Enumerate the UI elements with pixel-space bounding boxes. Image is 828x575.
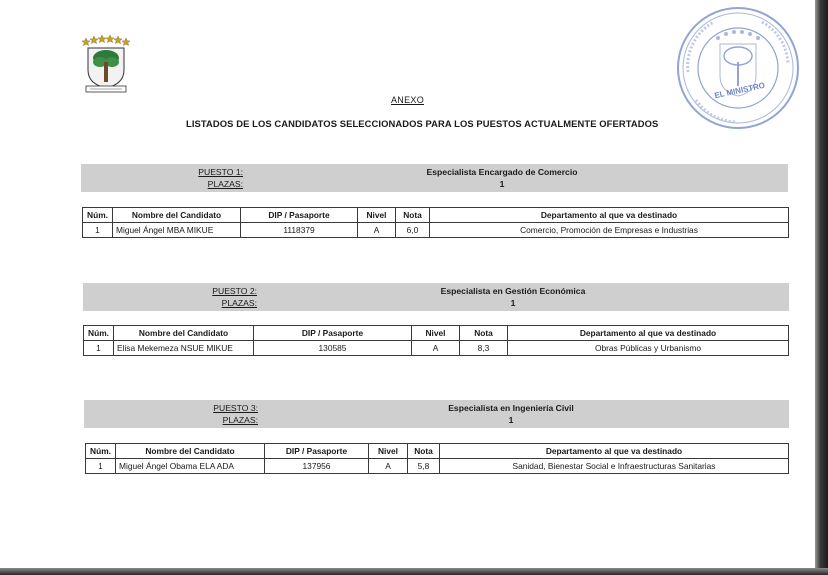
header-nota: Nota	[408, 444, 440, 459]
puesto-label: PUESTO 1:	[198, 167, 243, 177]
header-dept: Departamento al que va destinado	[508, 326, 789, 341]
header-num: Núm.	[84, 326, 114, 341]
cell-name: Elisa Mekemeza NSUE MIKUE	[114, 341, 254, 356]
cell-name: Miguel Ángel Obama ELA ADA	[116, 459, 265, 474]
header-nivel: Nivel	[412, 326, 460, 341]
plazas-value: 1	[508, 415, 514, 425]
header-dept: Departamento al que va destinado	[440, 444, 789, 459]
plazas-label: PLAZAS:	[221, 298, 257, 308]
ministry-seal-icon	[674, 4, 802, 132]
cell-nivel: A	[369, 459, 408, 474]
cell-nivel: A	[412, 341, 460, 356]
plazas-label: PLAZAS:	[207, 179, 243, 189]
position-title: Especialista en Ingeniería Civil	[448, 403, 574, 413]
cell-num: 1	[86, 459, 116, 474]
candidates-table-1	[82, 207, 789, 238]
header-num: Núm.	[86, 444, 116, 459]
header-nota: Nota	[460, 326, 508, 341]
cell-num: 1	[83, 223, 113, 238]
scan-edge-bottom	[0, 568, 828, 575]
table-header-row	[83, 208, 789, 223]
puesto-label: PUESTO 2:	[212, 286, 257, 296]
header-name: Nombre del Candidato	[113, 208, 241, 223]
cell-nota: 8,3	[460, 341, 508, 356]
position-title: Especialista Encargado de Comercio	[426, 167, 578, 177]
header-dip: DIP / Pasaporte	[265, 444, 369, 459]
candidates-table-2	[83, 325, 789, 356]
coat-of-arms-icon	[80, 34, 132, 96]
cell-dip: 130585	[254, 341, 412, 356]
header-name: Nombre del Candidato	[116, 444, 265, 459]
cell-num: 1	[84, 341, 114, 356]
header-dip: DIP / Pasaporte	[241, 208, 358, 223]
cell-dept: Obras Públicas y Urbanismo	[508, 341, 789, 356]
annex-title: ANEXO	[390, 95, 424, 105]
plazas-value: 1	[510, 298, 516, 308]
cell-dept: Sanidad, Bienestar Social e Infraestructuras Sanitarias	[440, 459, 789, 474]
table-row	[83, 223, 789, 238]
cell-dept: Comercio, Promoción de Empresas e Industrias	[430, 223, 789, 238]
plazas-value: 1	[499, 179, 505, 189]
header-num: Núm.	[83, 208, 113, 223]
table-header-row	[86, 444, 789, 459]
header-dept: Departamento al que va destinado	[430, 208, 789, 223]
header-nivel: Nivel	[358, 208, 396, 223]
cell-dip: 137956	[265, 459, 369, 474]
cell-nota: 5,8	[408, 459, 440, 474]
position-3-header	[84, 400, 789, 428]
plazas-label: PLAZAS:	[222, 415, 258, 425]
cell-nivel: A	[358, 223, 396, 238]
position-1-header	[81, 164, 788, 192]
cell-nota: 6,0	[396, 223, 430, 238]
puesto-label: PUESTO 3:	[213, 403, 258, 413]
cell-name: Miguel Ángel MBA MIKUE	[113, 223, 241, 238]
header-nota: Nota	[396, 208, 430, 223]
position-2-header	[83, 283, 789, 311]
seal-signature-text: EL MINISTRO	[713, 80, 766, 101]
table-row	[86, 459, 789, 474]
position-title: Especialista en Gestión Económica	[440, 286, 586, 296]
header-dip: DIP / Pasaporte	[254, 326, 412, 341]
cell-dip: 1118379	[241, 223, 358, 238]
table-header-row	[84, 326, 789, 341]
table-row	[84, 341, 789, 356]
candidates-table-3	[85, 443, 789, 474]
document-title: LISTADOS DE LOS CANDIDATOS SELECCIONADOS PARA LOS PUESTOS ACTUALMENTE OFERTADOS	[186, 118, 659, 129]
header-name: Nombre del Candidato	[114, 326, 254, 341]
header-nivel: Nivel	[369, 444, 408, 459]
scan-edge-right	[815, 0, 828, 575]
